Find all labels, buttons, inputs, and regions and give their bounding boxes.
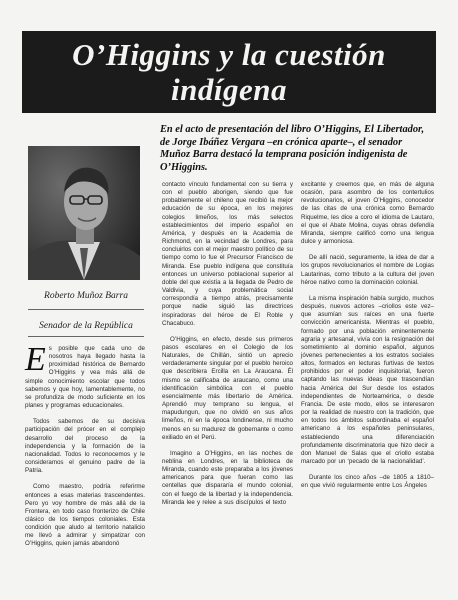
page-title-line-1: O’Higgins y la cuestión (72, 37, 386, 72)
body-paragraph: De allí nació, seguramente, la idea de dar a los grupos revolucionarios el nombre de Logias Lautarinas, como tributo a la cultura del joven héroe nativo como la dominación colonial. (301, 254, 434, 286)
body-paragraph: contacto vínculo fundamental con su tierra y con el pueblo aborigen, siendo que fue probablemente el chileno que recibió la mejor educación de su época, en los mejores colegios limeños, los más selectos establecimientos del imperio español en América, y después en la Academia de Richmond, en la vecindad de Londres, para concluirlos con el mejor maestro político de su tiempo como lo fue el Precursor Francisco de Miranda. Ese pueblo indígena que constituía entonces un universo poblacional superior al doble del que existía a la llegada de Pedro de Valdivia, y cuya problemática social correspondía a tiempo atrás, precisamente porque nadie siguió las directrices inspiradoras del héroe de El Roble y Chacabuco. (162, 181, 293, 327)
body-column-2 (162, 181, 293, 515)
portrait-image (28, 146, 140, 280)
page-title-line-2: indígena (171, 72, 287, 107)
drop-cap: E (25, 341, 46, 378)
body-paragraph: O’Higgins, en efecto, desde sus primeros pasos escolares en el Colegio de los Naturales, de Chillán, sintió un aprecio verdaderamente singular por el pueblo heroico que describiera Ercilla en La Araucana. Él mismo se calificaba de araucano, como una identificación simbólica con el pueblo esencialmente más libertario de América. Aprendió muy temprano su lengua, el mapudungun, que no olvidó en sus años limeños, ni en la época londinense, ni mucho menos en su madurez de gobernante o como exiliado en el Perú. (162, 335, 293, 441)
body-paragraph: Imagino a O’Higgins, en las noches de neblina en Londres, en la biblioteca de Miranda, cuando este preparaba a los jóvenes americanos para que fueran como las centellas que dispararía el mundo colonial, con el fuego de la libertad y la independencia. Miranda lee y relee a sus discípulos el texto (162, 449, 293, 506)
body-column-3 (301, 181, 434, 498)
body-paragraph: Todos sabemos de su decisiva participación del prócer en el complejo desarrollo del proceso de la independencia y la formación de la nacionalidad. Todos lo reconocemos y le consideramos el genuino padre de la Patria. (25, 418, 145, 475)
body-paragraph: Es posible que cada uno de nosotros haya llegado hasta la proximidad histórica de Bernardo O’Higgins y vea más allá de simple conocimiento escolar que todos sabemos y que hoy, lamentablemente, no se profundiza de modo suficiente en los planes y programas educacionales. (25, 341, 145, 410)
body-column-1 (25, 341, 145, 557)
lead-paragraph: En el acto de presentación del libro O’Higgins, El Libertador, de Jorge Ibáñez Vergara –en crónica aparte–, el senador Muñoz Barra destacó la temprana posición indigenista de O’Higgins. (160, 124, 425, 173)
photo-caption: Roberto Muñoz Barra (44, 291, 128, 301)
caption-divider-bottom (28, 336, 144, 337)
caption-divider (28, 309, 144, 310)
body-paragraph: La misma inspiración había surgido, muchos después, nuevos actores –criollos este vez– que asumían sus raíces en una fuerte convicción americanista. Mientras el pueblo, formado por una población eminentemente agraria y artesanal, vivía con la resignación del sometimiento al dominio español, algunos jóvenes pertenecientes a los estratos sociales altos, formados en lecturas furtivas de textos prohibidos por el poder inquisitorial, fueron captando las nuevas ideas que trascendían hacia América del Sur desde los estados independientes de Norteamérica, o desde Francia. De este modo, ellos se interesaron por la realidad de nuestro con la tradición, que en todos los ámbitos subordinaba el español americano a los españoles peninsulares, estableciendo una diferenciación profundamente discriminatoria que hizo decir a don Manuel de Salas que el criollo estaba marcado por un ‘pecado de la nacionalidad’. (301, 294, 434, 465)
title-banner (22, 31, 436, 113)
portrait-photo (28, 146, 140, 280)
body-paragraph: Durante los cinco años –de 1805 a 1810– en que vivió regularmente entre Los Ángeles (301, 474, 434, 490)
photo-subcaption: Senador de la República (39, 321, 133, 331)
body-paragraph: excitante y creemos que, en más de alguna ocasión, para asombro de los contertulios revolucionarios, el joven O’Higgins, conocedor de las citas de una crónica como Bernardo Riquelme, les dice a coro el idioma de Lautaro, el que el Abate Molina, cuyas obras defendía Miranda, siempre calificó como una lengua dulce y armoniosa. (301, 181, 434, 246)
body-paragraph: Como maestro, podría referirme entonces a esas materias trascendentes. Pero yo voy hombre de más allá de la Frontera, en todo caso fronterizo de Chile clásico de los tiempos coloniales. Esta condición que aludo al territorio natalicio me llevó a admirar y simpatizar con O’Higgins, quien jamás abandonó (25, 483, 145, 548)
